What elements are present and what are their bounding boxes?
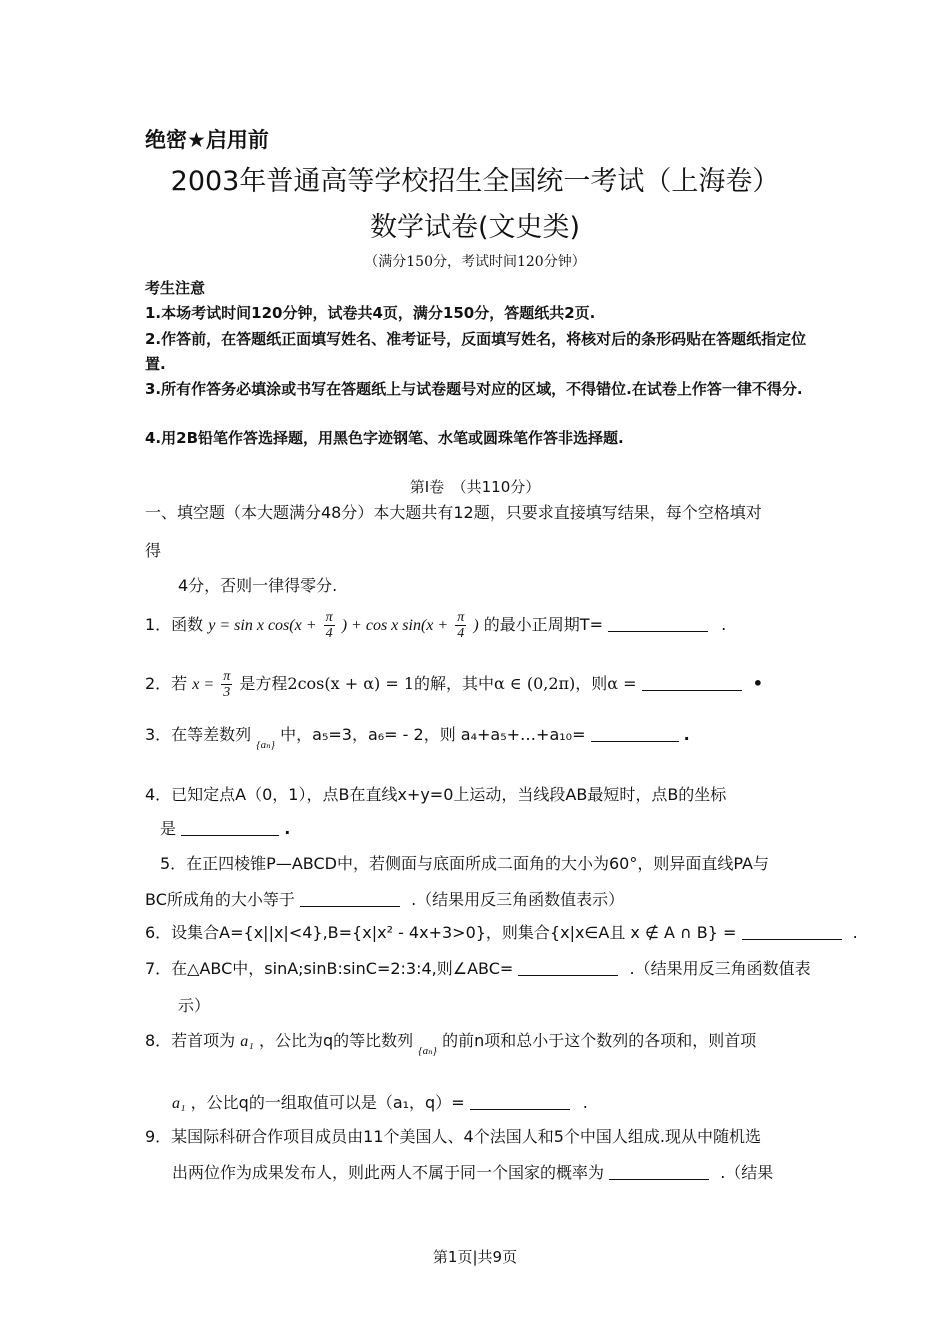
q4-tail: .	[284, 819, 291, 838]
q1-suffix: 的最小正周期T=	[483, 615, 603, 634]
q5-answer-blank[interactable]	[300, 890, 400, 907]
q3-prefix: 3．在等差数列	[145, 725, 252, 744]
page-footer: 第1页|共9页	[432, 1248, 518, 1266]
q2-frac-num: π	[223, 669, 231, 684]
q1-frac2-num: π	[457, 610, 465, 625]
q2-suffix: 是方程2cos(x + α) = 1的解，其中α ∈ (0,2π)，则α =	[239, 674, 637, 693]
question-6	[145, 920, 858, 943]
question-8-line1	[145, 1028, 756, 1057]
q1-prefix: 1．函数	[145, 615, 204, 634]
q3-sequence: {aₙ}	[256, 739, 276, 751]
notice-item-1: 1.本场考试时间120分钟，试卷共4页，满分150分，答题纸共2页.	[145, 304, 596, 322]
q6-answer-blank[interactable]	[742, 923, 842, 940]
q6-text: 6．设集合A={x||x|<4},B={x|x² - 4x+3>0}，则集合{x|x∈A且 x ∉ A ∩ B} =	[145, 923, 737, 942]
q2-prefix: 2．若	[145, 674, 188, 693]
q8-sequence: {aₙ}	[418, 1045, 437, 1057]
q8-line1c: 的前n项和总小于这个数列的各项和，则首项	[442, 1031, 757, 1050]
q2-answer-blank[interactable]	[642, 674, 742, 691]
q8-line2b: ，公比q的一组取值可以是（a₁，q）=	[190, 1093, 465, 1112]
q8-tail: .	[582, 1093, 588, 1112]
q4-line2-text: 是	[160, 819, 177, 838]
q7-tail: .（结果用反三角函数值表	[629, 959, 811, 978]
question-3	[145, 722, 690, 751]
exam-subtitle: 数学试卷(文史类)	[369, 212, 581, 243]
q2-tail: •	[752, 674, 764, 693]
q5-tail: .（结果用反三角函数值表示）	[411, 890, 625, 909]
confidential-label: 绝密★启用前	[145, 128, 269, 152]
q9-line2-text: 出两位作为成果发布人，则此两人不属于同一个国家的概率为	[172, 1163, 605, 1182]
notice-item-4: 4.用2B铅笔作答选择题，用黑色字迹钢笔、水笔或圆珠笔作答非选择题.	[145, 429, 624, 447]
q1-fraction-2	[455, 610, 466, 641]
score-note: （满分150分，考试时间120分钟）	[364, 254, 586, 270]
q7-line1-text: 7．在△ABC中，sinA;sinB:sinC=2:3:4,则∠ABC=	[145, 959, 514, 978]
q4-answer-blank[interactable]	[181, 819, 279, 836]
question-5-line2	[145, 887, 624, 910]
q9-answer-blank[interactable]	[609, 1163, 709, 1180]
q3-suffix: 中，a₅=3，a₆= - 2，则 a₄+a₅+…+a₁₀=	[280, 725, 586, 744]
q1-frac1-den: 4	[325, 626, 333, 641]
question-2	[145, 667, 763, 702]
q1-mid: ) + cos x sin(x +	[341, 617, 449, 634]
q2-lhs: x =	[192, 676, 215, 693]
q8-a1: a₁	[240, 1033, 254, 1050]
q3-tail: .	[683, 725, 690, 744]
q1-frac2-den: 4	[457, 626, 465, 641]
q6-tail: .	[852, 923, 858, 942]
exam-title: 2003年普通高等学校招生全国统一考试（上海卷）	[170, 166, 780, 197]
notice-item-3: 3.所有作答务必填涂或书写在答题纸上与试卷题号对应的区域，不得错位.在试卷上作答一律不得分.	[145, 380, 803, 398]
section-intro-line1: 一、填空题（本大题满分48分）本大题共有12题，只要求直接填写结果，每个空格填对	[145, 503, 762, 522]
section-intro-line2: 得	[145, 541, 162, 560]
q9-tail: .（结果	[720, 1163, 774, 1182]
notice-item-2: 2.作答前，在答题纸正面填写姓名、准考证号，反面填写姓名，将核对后的条形码贴在答题纸指定位置.	[145, 330, 807, 373]
question-9-line2	[172, 1160, 773, 1183]
question-4-line1: 4．已知定点A（0，1），点B在直线x+y=0上运动，当线段AB最短时，点B的坐标	[145, 785, 727, 804]
q2-frac-den: 3	[223, 685, 231, 700]
question-9-line1: 9．某国际科研合作项目成员由11个美国人、4个法国人和5个中国人组成.现从中随机选	[145, 1127, 761, 1146]
q1-fraction-1	[324, 610, 335, 641]
q1-tail: .	[721, 615, 727, 634]
q8-line2a: a₁	[172, 1095, 186, 1112]
question-1	[145, 608, 726, 643]
q2-fraction	[221, 669, 232, 700]
question-4-line2	[160, 816, 290, 839]
q1-frac1-num: π	[325, 610, 333, 625]
question-7-line1	[145, 956, 811, 979]
question-7-line2: 示）	[178, 996, 211, 1015]
q1-end: )	[473, 617, 479, 634]
section-heading: 第Ⅰ卷 （共110分）	[409, 478, 541, 496]
section-intro-line3: 4分，否则一律得零分.	[178, 576, 338, 595]
q7-answer-blank[interactable]	[518, 959, 618, 976]
q8-answer-blank[interactable]	[470, 1093, 570, 1110]
q5-line2-text: BC所成角的大小等于	[145, 890, 295, 909]
q3-answer-blank[interactable]	[591, 725, 679, 742]
q1-lhs: y = sin x cos(x +	[208, 617, 317, 634]
question-8-line2	[172, 1090, 588, 1113]
q8-line1a: 8．若首项为	[145, 1031, 236, 1050]
question-5-line1: 5．在正四棱锥P—ABCD中，若侧面与底面所成二面角的大小为60°，则异面直线PA与	[160, 854, 769, 873]
q8-line1b: ，公比为q的等比数列	[258, 1031, 414, 1050]
q1-answer-blank[interactable]	[608, 615, 708, 632]
notice-heading: 考生注意	[145, 279, 206, 297]
